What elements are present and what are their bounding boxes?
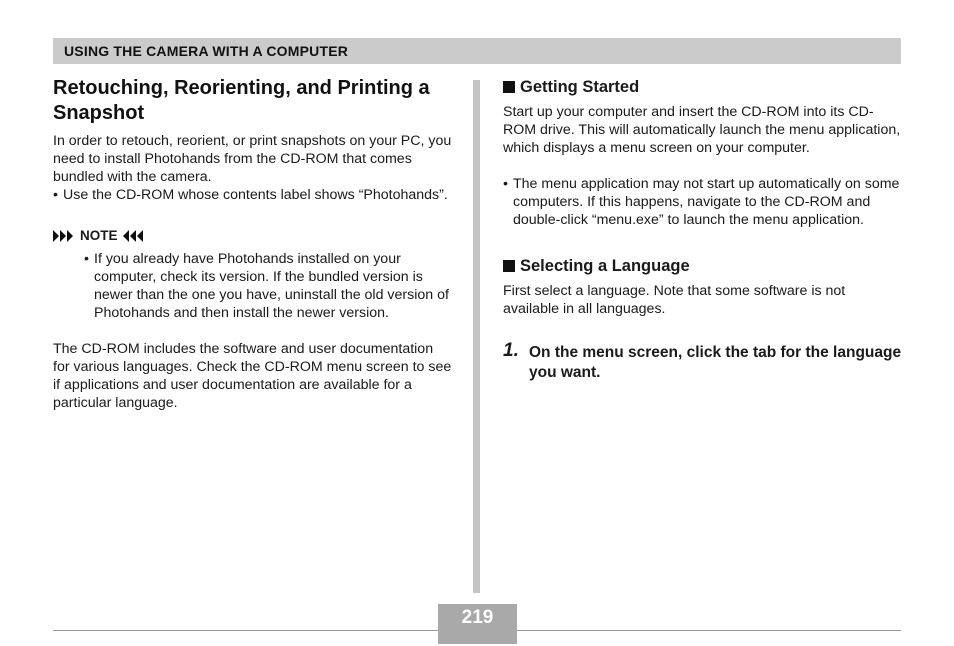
list-item xyxy=(503,175,903,229)
note-arrows-right-icon xyxy=(123,230,145,242)
intro-paragraph: In order to retouch, reorient, or print snapshots on your PC, you need to install Photohands from the CD-ROM that comes bundled with the camera. xyxy=(53,133,452,185)
left-column xyxy=(53,76,453,412)
note-text: If you already have Photohands installed on your computer, check its version. If the bundled version is newer than the one you have, uninstall the old version of Photohands and then install the newer version. xyxy=(94,251,449,321)
bullet-marker: • xyxy=(53,187,58,203)
bullet-marker: • xyxy=(503,176,508,192)
page-number: 219 xyxy=(461,607,494,628)
getting-started-text: Start up your computer and insert the CD-ROM into its CD-ROM drive. This will automatically launch the menu application, which displays a menu screen on your computer. xyxy=(503,104,901,156)
step-item xyxy=(503,341,903,383)
note-label: NOTE xyxy=(80,228,118,243)
cdrom-paragraph: The CD-ROM includes the software and user documentation for various languages. Check the CD-ROM menu screen to see if applications and user documentation are available for a particular language. xyxy=(53,341,452,411)
page-number-box xyxy=(438,604,517,644)
bullet-text: Use the CD-ROM whose contents label shows “Photohands”. xyxy=(63,187,448,203)
list-item xyxy=(53,186,453,204)
section-title: Getting Started xyxy=(520,78,640,96)
selecting-language-text: First select a language. Note that some software is not available in all languages. xyxy=(503,283,846,317)
header-bar xyxy=(53,38,901,64)
square-bullet-icon xyxy=(503,260,515,272)
section-heading-getting-started xyxy=(503,77,903,97)
column-divider xyxy=(473,80,480,593)
step-number: 1. xyxy=(503,340,519,361)
bullet-marker: • xyxy=(84,251,89,267)
square-bullet-icon xyxy=(503,81,515,93)
bullet-text: The menu application may not start up automatically on some computers. If this happens, navigate to the CD-ROM and double-click “menu.exe” to launch the menu application. xyxy=(513,176,900,228)
note-arrows-left-icon xyxy=(53,230,75,242)
header-title: USING THE CAMERA WITH A COMPUTER xyxy=(64,43,349,59)
step-text: On the menu screen, click the tab for the language you want. xyxy=(529,344,902,381)
page-title: Retouching, Reorienting, and Printing a Snapshot xyxy=(53,77,430,124)
note-item xyxy=(84,250,453,322)
section-heading-selecting-language xyxy=(503,256,903,276)
right-column xyxy=(503,77,903,383)
note-heading xyxy=(53,227,453,245)
section-title: Selecting a Language xyxy=(520,257,690,275)
